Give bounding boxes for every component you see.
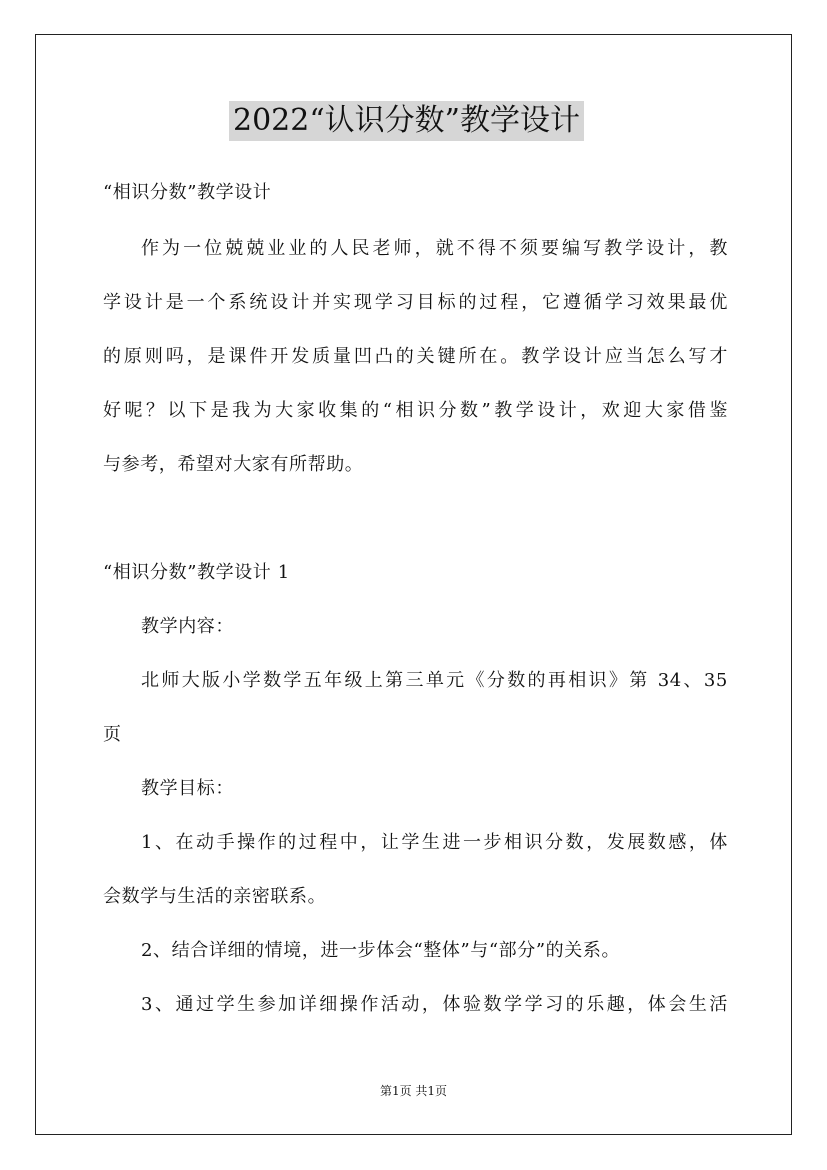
content-line-2: 页 — [103, 724, 122, 745]
intro-line-5: 与参考，希望对大家有所帮助。 — [103, 454, 364, 475]
intro-line-2: 学设计是一个系统设计并实现学习目标的过程，它遵循学习效果最优 — [103, 292, 728, 313]
objective-2: 2、结合详细的情境，进一步体会“整体”与“部分”的关系。 — [141, 940, 621, 961]
section-heading: “相识分数”教学设计 1 — [103, 562, 290, 583]
objective-1-line-2: 会数学与生活的亲密联系。 — [103, 886, 327, 907]
intro-line-1: 作为一位兢兢业业的人民老师，就不得不须要编写教学设计，教 — [141, 238, 728, 259]
intro-line-4: 好呢？以下是我为大家收集的“相识分数”教学设计，欢迎大家借鉴 — [103, 400, 728, 421]
objectives-label: 教学目标： — [141, 778, 234, 799]
page-footer: 第1页 共1页 — [379, 1084, 448, 1098]
objective-1-line-1: 1、在动手操作的过程中，让学生进一步相识分数，发展数感，体 — [141, 832, 728, 853]
content-line-1: 北师大版小学数学五年级上第三单元《分数的再相识》第 34、35 — [141, 670, 728, 691]
document-title: 2022“认识分数”教学设计 — [229, 101, 584, 141]
subtitle: “相识分数”教学设计 — [103, 182, 272, 203]
objective-3-line: 3、通过学生参加详细操作活动，体验数学学习的乐趣，体会生活 — [141, 994, 728, 1015]
intro-line-3: 的原则吗，是课件开发质量凹凸的关键所在。教学设计应当怎么写才 — [103, 346, 728, 367]
content-label: 教学内容： — [141, 616, 234, 637]
